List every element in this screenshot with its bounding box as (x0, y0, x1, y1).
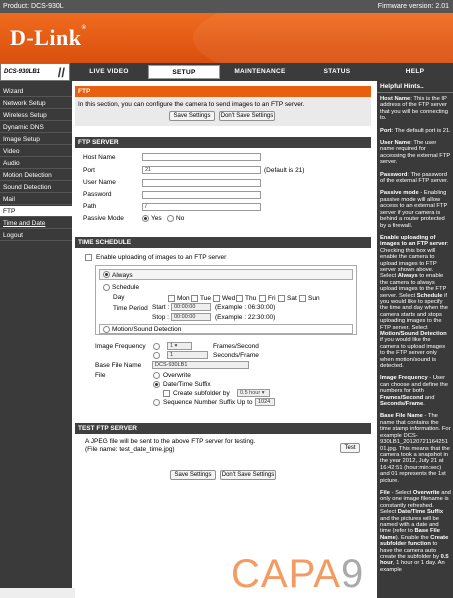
enable-upload-label: Enable uploading of images to an FTP server (96, 254, 227, 261)
port-label: Port (83, 167, 95, 174)
sidebar-item-video[interactable]: Video (0, 146, 72, 157)
always-row (99, 269, 353, 280)
frames-per-second-label: Frames/Second (213, 343, 259, 350)
sidebar-item-ftp[interactable]: FTP (0, 206, 72, 217)
firmware-version: Firmware version: 2.01 (377, 3, 449, 10)
ftp-intro-box (75, 97, 371, 126)
create-subfolder-label: Create subfolder by (173, 390, 230, 397)
sidebar-item-wireless-setup[interactable]: Wireless Setup (0, 110, 72, 121)
schedule-radio[interactable] (103, 284, 110, 291)
seconds-per-frame-radio[interactable] (153, 352, 160, 359)
path-label: Path (83, 203, 97, 210)
tab-help[interactable]: HELP (405, 68, 425, 75)
main-nav (0, 63, 453, 81)
base-file-name-label: Base File Name (95, 362, 142, 369)
sequence-suffix-label: Sequence Number Suffix Up to (163, 399, 253, 406)
password-input[interactable] (142, 191, 261, 199)
day-thu-checkbox[interactable] (236, 295, 243, 302)
sidebar-item-wizard[interactable]: Wizard (0, 86, 72, 97)
sidebar-item-sound-detection[interactable]: Sound Detection (0, 182, 72, 193)
day-tue-checkbox[interactable] (191, 295, 198, 302)
sidebar-item-network-setup[interactable]: Network Setup (0, 98, 72, 109)
schedule-label: Schedule (112, 284, 140, 291)
day-wed-checkbox[interactable] (213, 295, 220, 302)
help-passive: Passive mode - Enabling passive mode will allow access to an external FTP server if your camera is behind a router protected by a firewall. (380, 190, 448, 229)
file-label: File (95, 372, 106, 379)
passive-mode-label: Passive Mode (83, 215, 124, 222)
seconds-per-frame-input[interactable]: 1 (167, 351, 208, 359)
dont-save-settings-button-top[interactable]: Don't Save Settings (220, 113, 274, 119)
always-radio[interactable] (103, 271, 110, 278)
help-enable: Enable uploading of images to an FTP server: Checking this box will enable the camera to upload images to FTP server shown above. Select Always to enable the camera to always upload images to the FTP server. Select Schedule if you would like to specify the time and day when the camera starts and stops uploading images to the FTP server. Select Motion/Sound Detection if you would like the camera to upload images to the FTP server only when motion/sound is detected. (380, 234, 449, 370)
day-label: Day (113, 294, 125, 301)
help-body (380, 96, 451, 579)
time-period-label: Time Period (113, 305, 148, 312)
overwrite-label: Overwrite (163, 372, 191, 379)
sidebar-item-motion-detection[interactable]: Motion Detection (0, 170, 72, 181)
day-sun-checkbox[interactable] (299, 295, 306, 302)
test-ftp-text: A JPEG file will be sent to the above FTP server for testing. (85, 438, 256, 445)
sequence-suffix-radio[interactable] (153, 399, 160, 406)
password-label: Password (83, 191, 112, 198)
motion-sound-radio[interactable] (103, 326, 110, 333)
brand-banner (0, 13, 453, 63)
product-name: Product: DCS-930L (3, 3, 64, 10)
banner-decoration (193, 13, 453, 63)
day-sat-label: Sat (287, 295, 297, 302)
time-schedule-title: TIME SCHEDULE (75, 237, 371, 248)
sidebar-item-audio[interactable]: Audio (0, 158, 72, 169)
base-file-name-input[interactable]: DCS-930LB1 (152, 361, 249, 369)
day-wed-label: Wed (222, 295, 236, 302)
host-name-input[interactable] (142, 153, 261, 161)
ftp-section-title: FTP (75, 86, 371, 97)
datetime-suffix-label: Date/Time Suffix (163, 381, 211, 388)
model-badge: DCS-930LB1 // (0, 63, 70, 81)
day-fri-label: Fri (268, 295, 276, 302)
port-hint: (Default is 21) (264, 167, 305, 174)
test-button[interactable]: Test (340, 443, 360, 453)
help-password: Password: The password of the external FTP server. (380, 171, 449, 185)
dont-save-settings-button-bottom[interactable]: Don't Save Settings (221, 472, 275, 478)
tab-maintenance[interactable]: MAINTENANCE (234, 68, 286, 75)
badge-slashes: // (57, 65, 65, 80)
help-panel (377, 81, 453, 598)
sidebar-item-time-and-date[interactable]: Time and Date (0, 218, 72, 229)
help-frequency: Image Frequency - User can choose and define the numbers for both Frames/Second and Seconds/Frame. (380, 375, 449, 408)
sidebar-item-mail[interactable]: Mail (0, 194, 72, 205)
help-port: Port: The default port is 21. (380, 127, 451, 134)
user-name-label: User Name (83, 179, 116, 186)
help-divider (377, 92, 453, 93)
host-name-label: Host Name (83, 154, 116, 161)
help-host: Host Name: This is the IP address of the FTP server that you will be connecting to. (380, 96, 448, 122)
day-mon-label: Mon (177, 295, 190, 302)
day-thu-label: Thu (245, 295, 257, 302)
save-settings-button-top[interactable]: Save Settings (169, 111, 215, 121)
day-tue-label: Tue (200, 295, 211, 302)
subfolder-interval-select[interactable]: 0.5 hour ▾ (237, 389, 270, 397)
start-label: Start : (152, 304, 170, 311)
sidebar-item-image-setup[interactable]: Image Setup (0, 134, 72, 145)
sidebar-footer (0, 588, 84, 598)
test-ftp-filename: (File name: test_date_time.jpg) (85, 446, 175, 453)
stop-time-input[interactable]: 00:00:00 (171, 313, 211, 321)
frames-per-second-select[interactable]: 1 ▾ (167, 342, 192, 350)
help-file: File - Select Overwrite and only one image filename is constantly refreshed. Select Date/Time Suffix and the pictures will be named with a date and time (refer to Base File Name). Enable the Create subfolder function to have the camera auto create the subfolder by 0.5 hour, 1 hour or 1 day. An example (380, 489, 451, 573)
ftp-server-title: FTP SERVER (75, 137, 371, 148)
overwrite-radio[interactable] (153, 372, 160, 379)
always-label: Always (112, 272, 133, 279)
stop-example: (Example : 22:30:00) (215, 314, 276, 321)
passive-no-label: No (176, 215, 185, 222)
datetime-suffix-radio[interactable] (153, 381, 160, 388)
main-content (75, 81, 375, 598)
ftp-intro-text: In this section, you can configure the camera to send images to an FTP server. (78, 101, 305, 108)
path-input[interactable]: / (142, 203, 261, 211)
day-sun-label: Sun (308, 295, 320, 302)
day-fri-checkbox[interactable] (259, 295, 266, 302)
tab-setup[interactable]: SETUP (148, 65, 220, 79)
seconds-per-frame-label: Seconds/Frame (213, 352, 259, 359)
top-bar (0, 0, 453, 13)
capa9-watermark-logo: CAPA9 (231, 552, 365, 596)
user-name-input[interactable] (142, 179, 261, 187)
sidebar-item-dynamic-dns[interactable]: Dynamic DNS (0, 122, 72, 133)
sidebar-item-logout[interactable]: Logout (0, 230, 72, 241)
dlink-logo: D-Link® (10, 25, 87, 50)
save-settings-button-bottom[interactable]: Save Settings (170, 470, 216, 480)
port-input[interactable]: 21 (142, 166, 261, 174)
passive-no-radio[interactable] (167, 215, 174, 222)
sequence-max-input[interactable]: 1024 (255, 398, 275, 406)
sidebar (0, 81, 72, 598)
tab-live-video[interactable]: LIVE VIDEO (89, 68, 129, 75)
chevron-down-icon: ▾ (261, 390, 265, 396)
help-user: User Name: The user name required for accessing the external FTP server. (380, 140, 451, 166)
start-time-input[interactable]: 00:00:00 (171, 303, 211, 311)
day-mon-checkbox[interactable] (168, 295, 175, 302)
passive-yes-label: Yes (151, 215, 162, 222)
motion-sound-label: Motion/Sound Detection (112, 326, 182, 333)
passive-yes-radio[interactable] (142, 215, 149, 222)
tab-status[interactable]: STATUS (323, 68, 351, 75)
day-sat-checkbox[interactable] (278, 295, 285, 302)
start-example: (Example : 06:30:00) (215, 304, 276, 311)
help-base-file: Base File Name - The name that contains the time stamp information. For example DCS-930LB1_20120721164251 01.jpg. This means that the camera took a snapshot in the year 2012, July 21 at 16:42:51 (hour:min:sec) and 01 represents the 1st picture. (380, 413, 451, 484)
chevron-down-icon: ▾ (174, 343, 178, 349)
test-ftp-title: TEST FTP SERVER (75, 423, 371, 434)
frames-per-second-radio[interactable] (153, 343, 160, 350)
stop-label: Stop : (152, 314, 169, 321)
create-subfolder-checkbox[interactable] (163, 390, 170, 397)
image-frequency-label: Image Frequency (95, 343, 146, 350)
enable-upload-checkbox[interactable] (85, 254, 92, 261)
help-title: Helpful Hints.. (380, 83, 424, 90)
